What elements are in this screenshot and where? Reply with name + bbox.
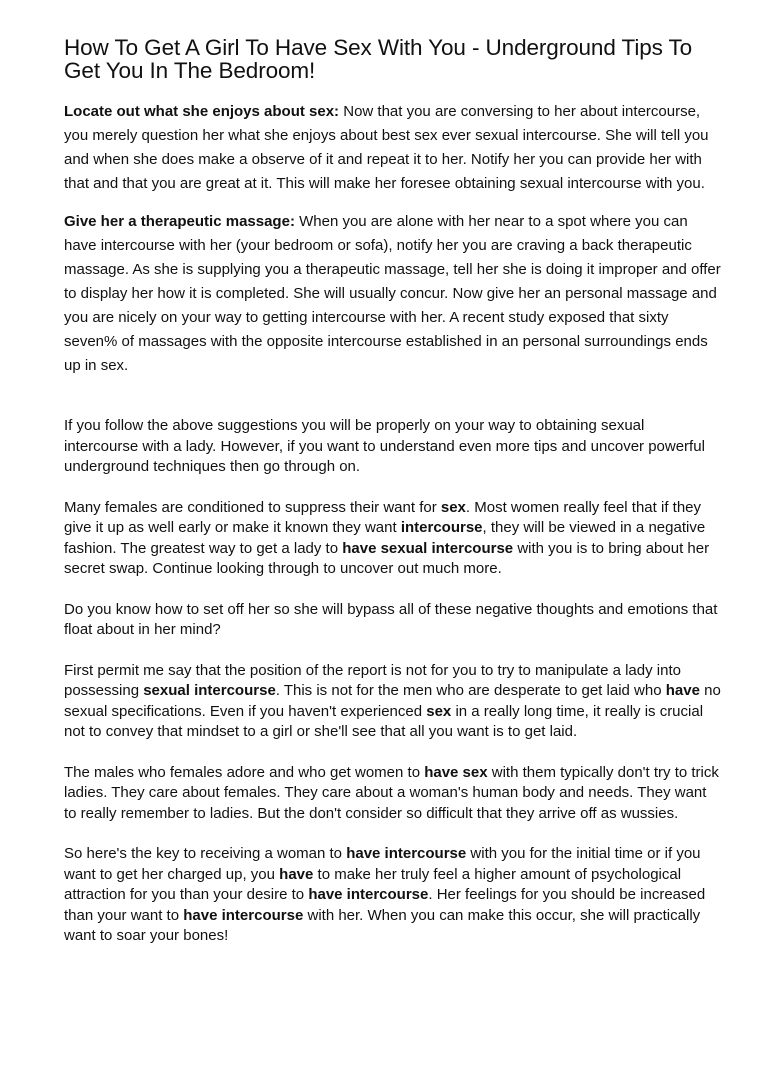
keyword-bold: have intercourse (346, 845, 467, 862)
section-paragraph (64, 100, 722, 196)
section-heading: Give her a therapeutic massage: (64, 213, 295, 230)
text-segment: no sexual specifications. Even if you haven't experienced (64, 682, 721, 720)
keyword-bold: have sexual intercourse (342, 539, 514, 557)
text-segment: , they will be viewed in a negative fashion. The greatest way to get a lady to (64, 519, 706, 557)
keyword-bold: sexual intercourse (143, 682, 276, 699)
keyword-bold: sex (440, 498, 466, 516)
keyword-bold: have intercourse (183, 906, 304, 924)
body-paragraph (64, 661, 722, 743)
keyword-bold: have (279, 865, 314, 883)
text-segment: . Most women really feel that if they give it up as well early or make it known they want (64, 498, 702, 536)
keyword-bold: have sex (424, 763, 488, 781)
section-paragraph (64, 210, 722, 378)
body-paragraphs (64, 416, 722, 947)
section-body: Now that you are conversing to her about intercourse, you merely question her what she enjoys about best sex ever sexual intercourse. She will tell you and when she does make a observe of it and repeat it to her. Notify her you can provide her with that and that you are great at it. This will make her foresee obtaining sexual intercourse with you. (64, 103, 709, 192)
text-segment: Many females are conditioned to suppress their want for (64, 498, 441, 516)
body-paragraph (64, 763, 722, 825)
text-segment: with you for the initial time or if you want to get her charged up, you (64, 845, 701, 883)
section-body: When you are alone with her near to a spot where you can have intercourse with her (your bedroom or sofa), notify her you are craving a back therapeutic massage. As she is supplying you a therapeutic massage, tell her she is doing it improper and offer to display her how it is completed. She will usually concur. Now give her an personal massage and you are nicely on your way to getting intercourse with her. A recent study exposed that sixty seven% of massages with the opposite intercourse established in an personal surroundings ends up in sex. (64, 213, 721, 374)
text-segment: with you is to bring about her secret swap. Continue looking through to uncover out much more. (64, 539, 710, 577)
text-segment: with her. When you can make this occur, she will practically want to soar your bones! (64, 906, 701, 944)
keyword-bold: sex (426, 702, 452, 720)
document-title: How To Get A Girl To Have Sex With You - Underground Tips To Get You In The Bedroom! (64, 35, 693, 83)
text-segment: with them typically don't try to trick ladies. They care about females. They care about a woman's human body and needs. They want to really remember to ladies. But the don't consider so difficult that they arrive off as wussies. (64, 763, 719, 822)
text-segment: The males who females adore and who get women to (64, 763, 425, 781)
text-segment: If you follow the above suggestions you will be properly on your way to obtaining sexual intercourse with a lady. However, if you want to understand even more tips and uncover powerful underground techniques then go through on. (64, 417, 705, 475)
body-paragraph (64, 498, 722, 580)
keyword-bold: intercourse (400, 519, 483, 536)
body-paragraph (64, 416, 722, 478)
keyword-bold: have (665, 682, 700, 699)
text-segment: Do you know how to set off her so she will bypass all of these negative thoughts and emotions that float about in her mind? (64, 600, 718, 638)
text-segment: in a really long time, it really is crucial not to convey that mindset to a girl or she'll see that all you want is to get laid. (64, 702, 704, 740)
text-segment: to make her truly feel a higher amount of psychological attraction for you than your desire to (64, 865, 682, 903)
body-paragraph (64, 844, 722, 947)
body-paragraph (64, 600, 722, 641)
keyword-bold: have intercourse (308, 886, 429, 903)
text-segment: . Her feelings for you should be increased than your want to (64, 886, 706, 924)
text-segment: First permit me say that the position of the report is not for you to try to manipulate a lady into possessing (64, 661, 681, 699)
text-segment: So here's the key to receiving a woman to (64, 845, 347, 862)
section-heading: Locate out what she enjoys about sex: (64, 103, 340, 120)
text-segment: . This is not for the men who are desperate to get laid who (275, 682, 666, 699)
